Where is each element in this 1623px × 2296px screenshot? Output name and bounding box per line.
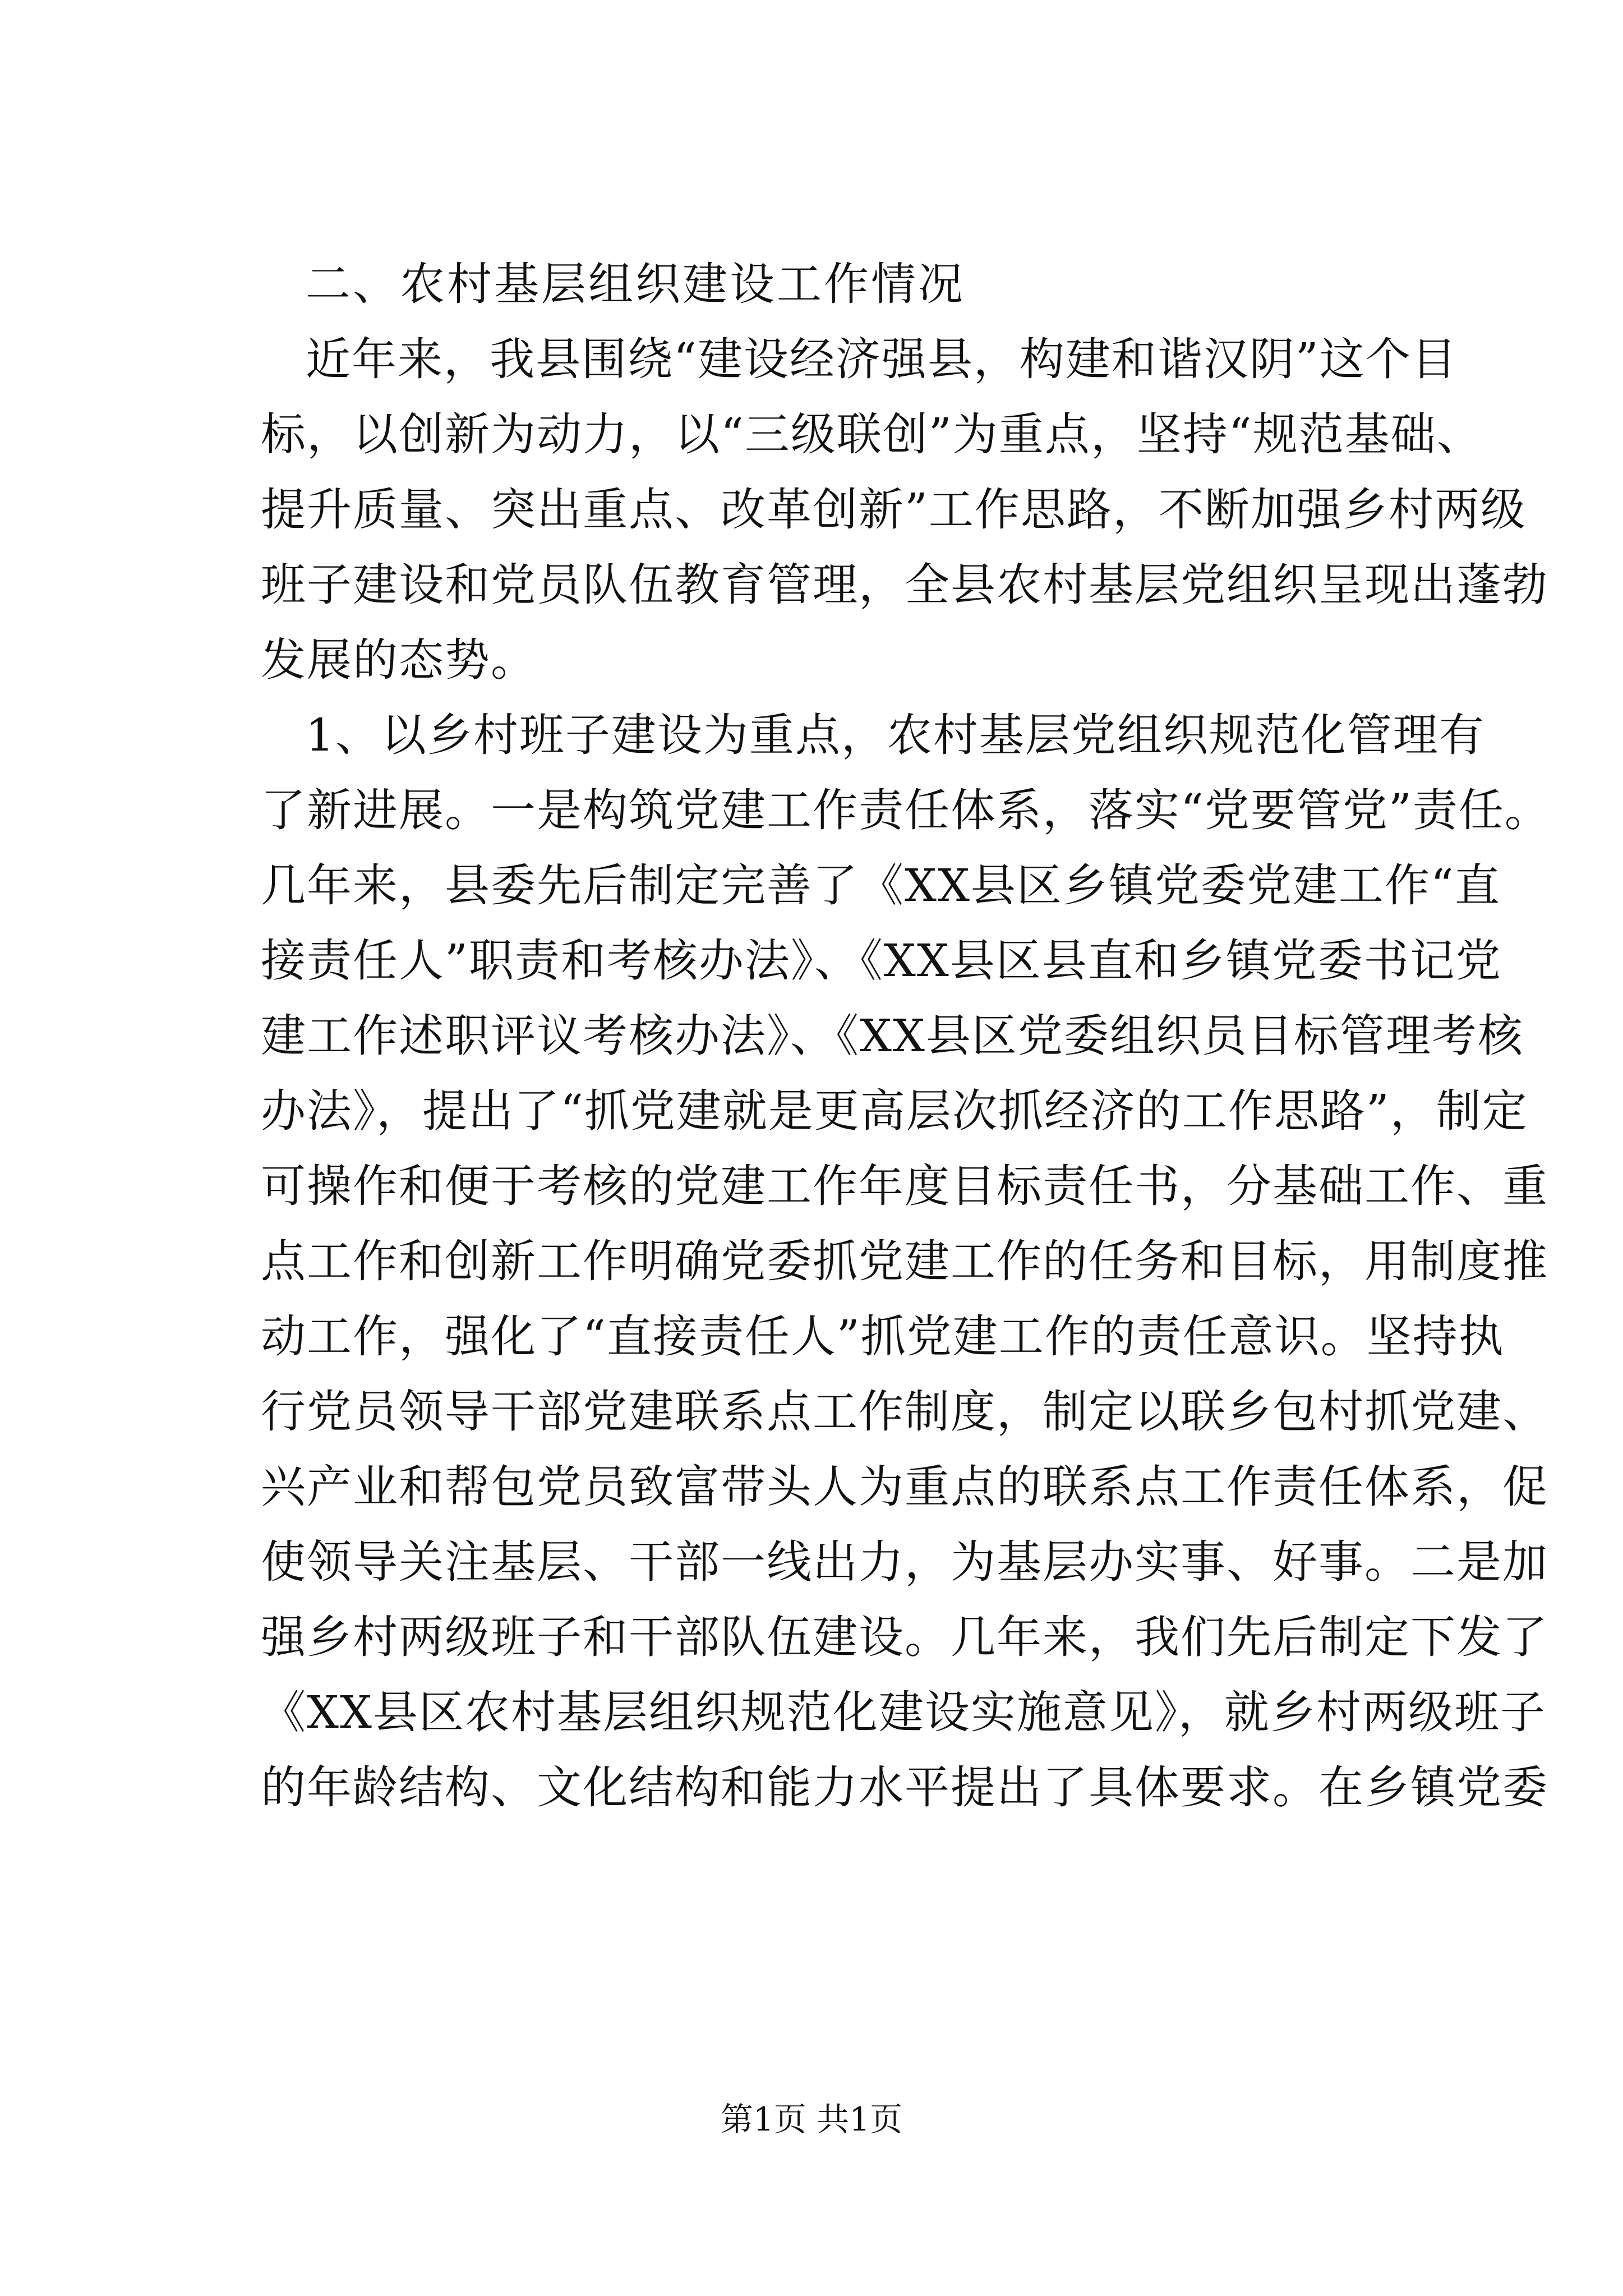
paragraph-line: 使领导关注基层、干部一线出力，为基层办实事、好事。二是加 xyxy=(261,1536,1548,1588)
page-footer: 第1页 共1页 xyxy=(720,2100,903,2138)
paragraph-line: 行党员领导干部党建联系点工作制度，制定以联乡包村抓党建、 xyxy=(261,1386,1548,1438)
paragraph-2 xyxy=(261,698,1551,1825)
paragraph-line: 提升质量、突出重点、改革创新”工作思路，不断加强乡村两级 xyxy=(261,484,1527,536)
paragraph-line: 建工作述职评议考核办法》、《XX县区党委组织员目标管理考核 xyxy=(261,1010,1524,1062)
paragraph-line: 强乡村两级班子和干部队伍建设。几年来，我们先后制定下发了 xyxy=(261,1611,1548,1663)
paragraph-line: 发展的态势。 xyxy=(261,634,537,686)
paragraph-line: 班子建设和党员队伍教育管理，全县农村基层党组织呈现出蓬勃 xyxy=(261,559,1548,611)
paragraph-line: 几年来，县委先后制定完善了《XX县区乡镇党委党建工作“直 xyxy=(261,859,1501,912)
paragraph-line: 标，以创新为动力，以“三级联创”为重点，坚持“规范基础、 xyxy=(261,408,1483,461)
document-body xyxy=(261,247,1551,1825)
paragraph-line: 可操作和便于考核的党建工作年度目标责任书，分基础工作、重 xyxy=(261,1160,1548,1212)
paragraph-line: 1、以乡村班子建设为重点，农村基层党组织规范化管理有 xyxy=(306,709,1485,761)
paragraph-line: 《XX县区农村基层组织规范化建设实施意见》，就乡村两级班子 xyxy=(261,1686,1546,1738)
paragraph-1 xyxy=(261,322,1548,698)
paragraph-line: 接责任人”职责和考核办法》、《XX县区县直和乡镇党委书记党 xyxy=(261,935,1502,987)
paragraph-line: 点工作和创新工作明确党委抓党建工作的任务和目标，用制度推 xyxy=(261,1235,1548,1287)
paragraph-line: 兴产业和帮包党员致富带头人为重点的联系点工作责任体系，促 xyxy=(261,1461,1548,1513)
paragraph-line: 办法》，提出了“抓党建就是更高层次抓经济的工作思路”，制定 xyxy=(261,1085,1528,1137)
paragraph-line: 的年龄结构、文化结构和能力水平提出了具体要求。在乡镇党委 xyxy=(261,1761,1548,1814)
paragraph-line: 动工作，强化了“直接责任人”抓党建工作的责任意识。坚持执 xyxy=(261,1310,1505,1363)
paragraph-line: 了新进展。一是构筑党建工作责任体系，落实“党要管党”责任。 xyxy=(261,784,1551,836)
paragraph-line: 近年来，我县围绕“建设经济强县，构建和谐汉阴”这个目 xyxy=(306,333,1458,385)
section-heading: 二、农村基层组织建设工作情况 xyxy=(306,258,965,310)
